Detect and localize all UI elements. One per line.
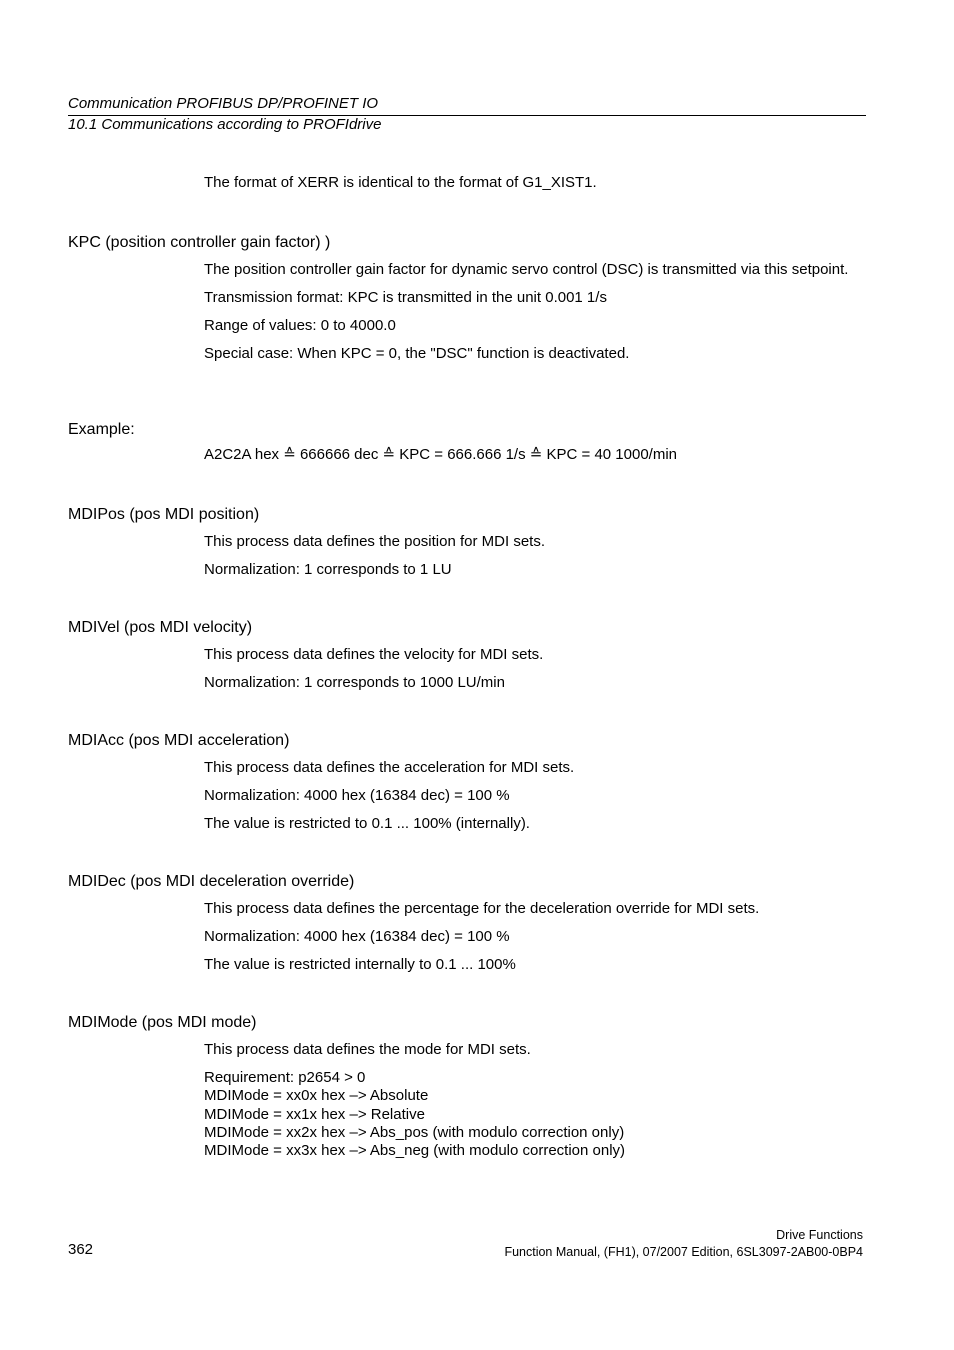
- chapter-title: Communication PROFIBUS DP/PROFINET IO: [68, 95, 379, 112]
- paragraph: The value is restricted to 0.1 ... 100% (internally).: [204, 815, 530, 832]
- section-title: 10.1 Communications according to PROFIdrive: [68, 116, 382, 133]
- footer-manual: Function Manual, (FH1), 07/2007 Edition, 6SL3097-2AB00-0BP4: [504, 1245, 863, 1259]
- section-heading: MDIMode (pos MDI mode): [68, 1014, 257, 1031]
- section-heading: MDIDec (pos MDI deceleration override): [68, 873, 355, 890]
- paragraph: This process data defines the velocity for MDI sets.: [204, 646, 544, 663]
- footer-info: [504, 1227, 863, 1261]
- paragraph: Special case: When KPC = 0, the "DSC" function is deactivated.: [204, 345, 630, 362]
- section-body: [204, 900, 866, 974]
- paragraph: A2C2A hex ≙ 666666 dec ≙ KPC = 666.666 1/s ≙ KPC = 40 1000/min: [204, 446, 677, 463]
- paragraph: Normalization: 1 corresponds to 1 LU: [204, 561, 452, 578]
- page-number: 362: [68, 1241, 94, 1258]
- section-heading: MDIPos (pos MDI position): [68, 506, 260, 523]
- section-mdimode: [68, 1013, 866, 1160]
- mode-line: MDIMode = xx1x hex –> Relative: [204, 1105, 425, 1123]
- paragraph: Normalization: 4000 hex (16384 dec) = 100 %: [204, 928, 510, 945]
- section-body: [204, 646, 866, 692]
- paragraph: The value is restricted internally to 0.1 ... 100%: [204, 956, 516, 973]
- section-body: [204, 446, 866, 464]
- section-kpc: [68, 233, 866, 373]
- section-mdipos: [68, 505, 866, 589]
- paragraph: The position controller gain factor for dynamic servo control (DSC) is transmitted via this setpoint.: [204, 261, 849, 278]
- paragraph: Normalization: 1 corresponds to 1000 LU/min: [204, 674, 505, 691]
- section-heading: MDIAcc (pos MDI acceleration): [68, 732, 290, 749]
- footer-book: Drive Functions: [776, 1228, 863, 1242]
- section-body: [204, 759, 866, 833]
- intro-paragraph: The format of XERR is identical to the format of G1_XIST1.: [204, 174, 597, 191]
- mode-line: MDIMode = xx0x hex –> Absolute: [204, 1087, 429, 1105]
- paragraph: Normalization: 4000 hex (16384 dec) = 100 %: [204, 787, 510, 804]
- paragraph: This process data defines the mode for MDI sets.: [204, 1041, 531, 1058]
- running-header: [68, 94, 866, 134]
- section-heading: MDIVel (pos MDI velocity): [68, 619, 253, 636]
- section-mdidec: [68, 872, 866, 984]
- section-mdivel: [68, 618, 866, 702]
- section-heading: Example:: [68, 421, 135, 438]
- paragraph: This process data defines the acceleration for MDI sets.: [204, 759, 575, 776]
- paragraph: Range of values: 0 to 4000.0: [204, 317, 396, 334]
- paragraph: Transmission format: KPC is transmitted in the unit 0.001 1/s: [204, 289, 607, 306]
- section-heading: KPC (position controller gain factor) ): [68, 234, 331, 251]
- section-body: [204, 533, 866, 579]
- paragraph: This process data defines the position for MDI sets.: [204, 533, 545, 550]
- mode-line: MDIMode = xx2x hex –> Abs_pos (with modulo correction only): [204, 1123, 625, 1141]
- mode-line: MDIMode = xx3x hex –> Abs_neg (with modulo correction only): [204, 1142, 626, 1160]
- section-body: [204, 261, 866, 363]
- section-body: [204, 1041, 866, 1160]
- mode-list: [204, 1069, 866, 1160]
- paragraph: This process data defines the percentage for the deceleration override for MDI sets.: [204, 900, 760, 917]
- section-mdiacc: [68, 731, 866, 843]
- mode-line: Requirement: p2654 > 0: [204, 1069, 366, 1086]
- section-example: [68, 420, 866, 474]
